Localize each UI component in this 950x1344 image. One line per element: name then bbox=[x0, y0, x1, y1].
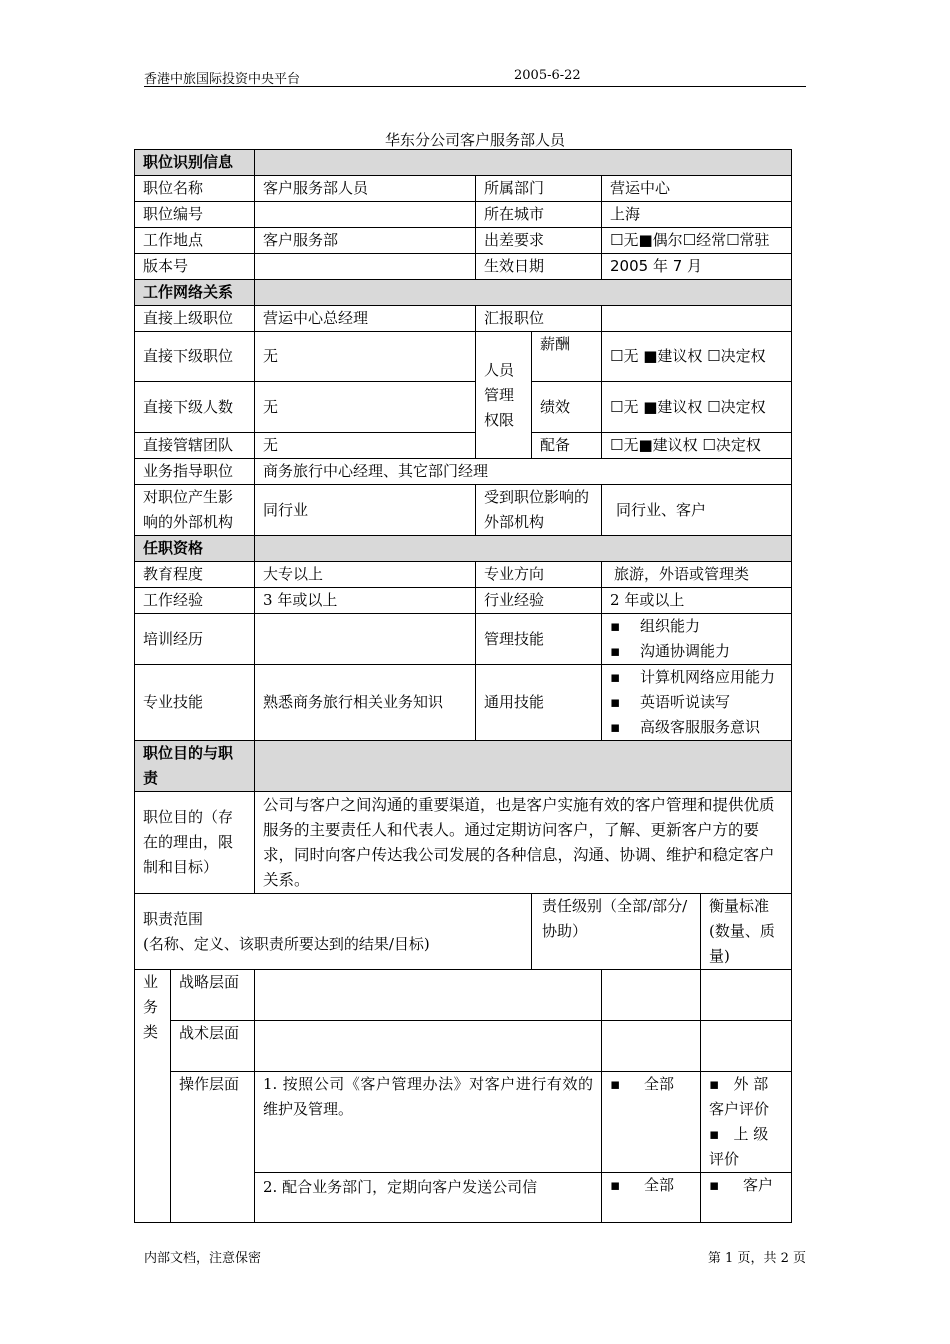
label-department: 所属部门 bbox=[476, 176, 602, 202]
section-identity: 职位识别信息 bbox=[135, 150, 255, 176]
label-training: 培训经历 bbox=[135, 614, 255, 665]
value-job-code bbox=[255, 202, 476, 228]
value-team: 无 bbox=[255, 433, 476, 459]
label-job-name: 职位名称 bbox=[135, 176, 255, 202]
value-training bbox=[255, 614, 476, 665]
value-effective-date: 2005 年 7 月 bbox=[602, 254, 792, 280]
label-operational: 操作层面 bbox=[171, 1072, 255, 1223]
list-item: ▪ 计算机网络应用能力 bbox=[610, 665, 783, 690]
label-guidance: 业务指导职位 bbox=[135, 459, 255, 485]
label-superior: 直接上级职位 bbox=[135, 306, 255, 332]
scope-subtitle: (名称、定义、该职责所要达到的结果/目标) bbox=[143, 934, 430, 953]
section-fill bbox=[255, 280, 792, 306]
label-category: 业务类 bbox=[135, 970, 171, 1223]
value-superior: 营运中心总经理 bbox=[255, 306, 476, 332]
label-team: 直接管辖团队 bbox=[135, 433, 255, 459]
label-report: 汇报职位 bbox=[476, 306, 602, 332]
value-salary: ☐无 ■建议权 ☐决定权 bbox=[602, 332, 792, 382]
label-resp-level: 责任级别（全部/部分/协助） bbox=[532, 894, 701, 970]
value-tactical bbox=[255, 1021, 602, 1072]
value-major: 旅游，外语或管理类 bbox=[602, 562, 792, 588]
value-subordinate: 无 bbox=[255, 332, 476, 382]
section-purpose: 职位目的与职责 bbox=[135, 741, 255, 792]
value-city: 上海 bbox=[602, 202, 792, 228]
label-authority: 人员管理权限 bbox=[476, 332, 532, 459]
footer-page-number: 第 1 页，共 2 页 bbox=[707, 1251, 806, 1266]
label-strategic: 战略层面 bbox=[171, 970, 255, 1021]
value-ext-affected: 同行业、客户 bbox=[602, 485, 792, 536]
value-tactical-level bbox=[602, 1021, 701, 1072]
duty-level-text: 全部 bbox=[644, 1075, 675, 1093]
measure-item: ▪ 外 部 客户评价 bbox=[709, 1075, 770, 1118]
document-title: 华东分公司客户服务部人员 bbox=[384, 131, 565, 149]
value-general-skills bbox=[602, 665, 792, 741]
duty-text: 2. 配合业务部门，定期向客户发送公司信 bbox=[255, 1173, 602, 1223]
label-pro-skills: 专业技能 bbox=[135, 665, 255, 741]
value-experience: 3 年或以上 bbox=[255, 588, 476, 614]
label-measure: 衡量标准(数量、质量) bbox=[701, 894, 792, 970]
label-ext-affected: 受到职位影响的外部机构 bbox=[476, 485, 602, 536]
measure-text: 客户 bbox=[743, 1176, 774, 1194]
label-effective-date: 生效日期 bbox=[476, 254, 602, 280]
value-report bbox=[602, 306, 792, 332]
label-general-skills: 通用技能 bbox=[476, 665, 602, 741]
duty-level-text: 全部 bbox=[644, 1176, 675, 1194]
value-strategic bbox=[255, 970, 602, 1021]
value-travel: ☐无■偶尔☐经常☐常驻 bbox=[602, 228, 792, 254]
value-guidance: 商务旅行中心经理、其它部门经理 bbox=[255, 459, 792, 485]
measure-text: 上 级 评价 bbox=[709, 1125, 769, 1168]
label-major: 专业方向 bbox=[476, 562, 602, 588]
list-item: ▪ 沟通协调能力 bbox=[610, 639, 783, 664]
job-description-table bbox=[134, 149, 792, 1223]
value-education: 大专以上 bbox=[255, 562, 476, 588]
measure-item: ▪ 上 级 评价 bbox=[709, 1125, 769, 1168]
label-ext-affect: 对职位产生影响的外部机构 bbox=[135, 485, 255, 536]
label-travel: 出差要求 bbox=[476, 228, 602, 254]
section-fill bbox=[255, 741, 792, 792]
label-sub-count: 直接下级人数 bbox=[135, 382, 255, 433]
duty-level: ▪ 全部 bbox=[602, 1173, 701, 1223]
label-salary: 薪酬 bbox=[532, 332, 602, 382]
label-subordinate: 直接下级职位 bbox=[135, 332, 255, 382]
label-performance: 绩效 bbox=[532, 382, 602, 433]
label-education: 教育程度 bbox=[135, 562, 255, 588]
section-fill bbox=[255, 150, 792, 176]
value-job-purpose: 公司与客户之间沟通的重要渠道，也是客户实施有效的客户管理和提供优质服务的主要责任人和代表人。通过定期访问客户，了解、更新客户方的要求，同时向客户传达我公司发展的各种信息，沟通、协调、维护和稳定客户关系。 bbox=[255, 792, 792, 894]
value-strategic-measure bbox=[701, 970, 792, 1021]
measure-text: 外 部 客户评价 bbox=[709, 1075, 770, 1118]
value-work-location: 客户服务部 bbox=[255, 228, 476, 254]
duty-level: ▪ 全部 bbox=[602, 1072, 701, 1173]
label-experience: 工作经验 bbox=[135, 588, 255, 614]
value-mgmt-skills bbox=[602, 614, 792, 665]
list-item: ▪ 高级客服服务意识 bbox=[610, 715, 783, 740]
header-date: 2005-6-22 bbox=[514, 68, 581, 83]
duty-measure: ▪ 客户 bbox=[701, 1173, 792, 1223]
value-industry-exp: 2 年或以上 bbox=[602, 588, 792, 614]
footer-confidential: 内部文档，注意保密 bbox=[144, 1251, 262, 1266]
header-divider bbox=[144, 86, 806, 87]
header-org: 香港中旅国际投资中央平台 bbox=[144, 72, 301, 87]
value-job-name: 客户服务部人员 bbox=[255, 176, 476, 202]
label-tactical: 战术层面 bbox=[171, 1021, 255, 1072]
value-sub-count: 无 bbox=[255, 382, 476, 433]
value-pro-skills: 熟悉商务旅行相关业务知识 bbox=[255, 665, 476, 741]
scope-title: 职责范围 bbox=[143, 909, 204, 928]
section-fill bbox=[255, 536, 792, 562]
label-version: 版本号 bbox=[135, 254, 255, 280]
value-staffing: ☐无■建议权 ☐决定权 bbox=[602, 433, 792, 459]
label-work-location: 工作地点 bbox=[135, 228, 255, 254]
section-network: 工作网络关系 bbox=[135, 280, 255, 306]
list-item: ▪ 组织能力 bbox=[610, 614, 783, 639]
label-industry-exp: 行业经验 bbox=[476, 588, 602, 614]
value-ext-affect: 同行业 bbox=[255, 485, 476, 536]
list-item: ▪ 英语听说读写 bbox=[610, 690, 783, 715]
label-staffing: 配备 bbox=[532, 433, 602, 459]
label-city: 所在城市 bbox=[476, 202, 602, 228]
value-version bbox=[255, 254, 476, 280]
label-job-code: 职位编号 bbox=[135, 202, 255, 228]
label-job-purpose: 职位目的（存在的理由，限制和目标） bbox=[135, 792, 255, 894]
label-scope bbox=[135, 894, 532, 970]
duty-measure bbox=[701, 1072, 792, 1173]
value-tactical-measure bbox=[701, 1021, 792, 1072]
value-strategic-level bbox=[602, 970, 701, 1021]
duty-text: 1. 按照公司《客户管理办法》对客户进行有效的维护及管理。 bbox=[255, 1072, 602, 1173]
section-qualification: 任职资格 bbox=[135, 536, 255, 562]
label-mgmt-skills: 管理技能 bbox=[476, 614, 602, 665]
value-performance: ☐无 ■建议权 ☐决定权 bbox=[602, 382, 792, 433]
value-department: 营运中心 bbox=[602, 176, 792, 202]
